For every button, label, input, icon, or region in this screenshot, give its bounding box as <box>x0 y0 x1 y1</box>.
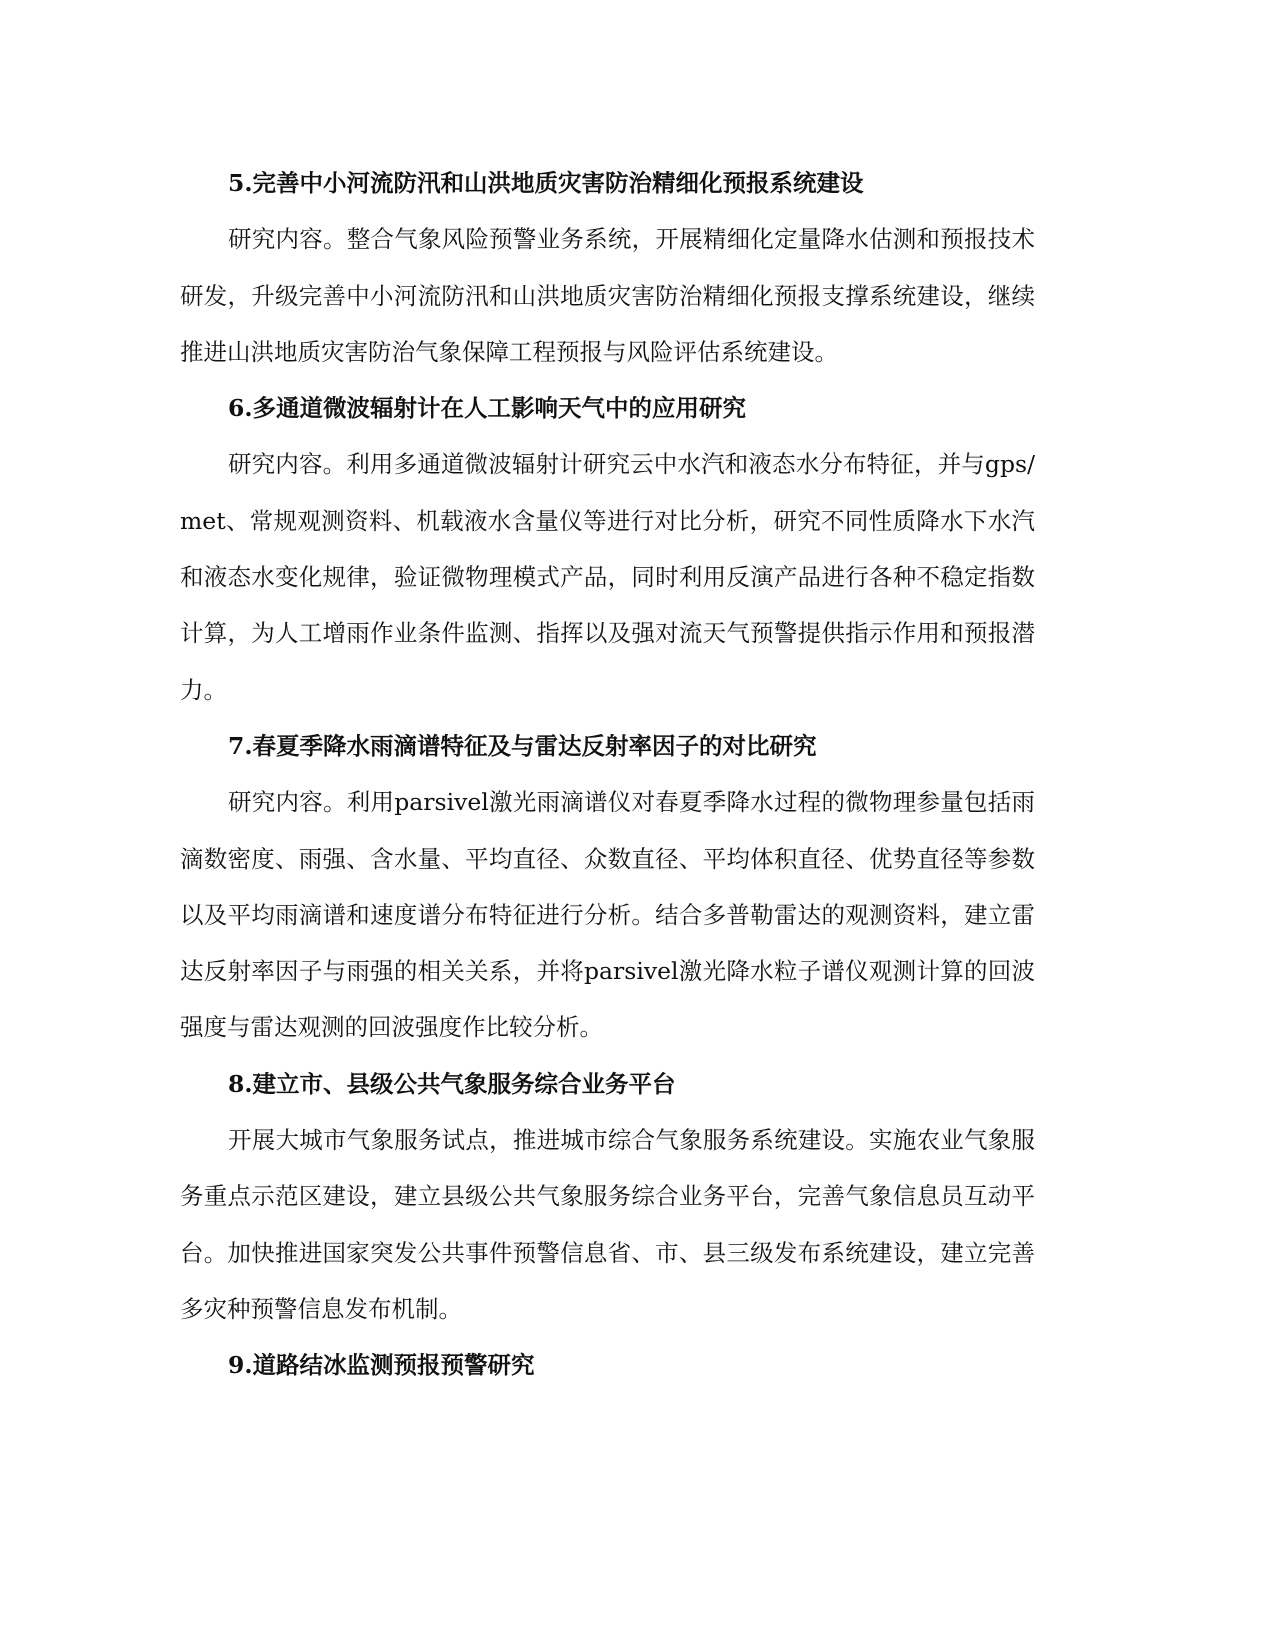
body-line: 推进山洪地质灾害防治气象保障工程预报与风险评估系统建设。 <box>180 337 838 366</box>
section-heading: 8.建立市、县级公共气象服务综合业务平台 <box>228 1069 676 1098</box>
body-line: 台。加快推进国家突发公共事件预警信息省、市、县三级发布系统建设，建立完善 <box>180 1238 1035 1267</box>
document-page <box>180 155 1035 1394</box>
body-line: met、常规观测资料、机载液水含量仪等进行对比分析，研究不同性质降水下水汽 <box>180 506 1035 535</box>
body-line: 力。 <box>180 675 227 704</box>
body-line: 研究内容。利用多通道微波辐射计研究云中水汽和液态水分布特征，并与gps/ <box>228 450 1035 479</box>
body-line: 和液态水变化规律，验证微物理模式产品，同时利用反演产品进行各种不稳定指数 <box>180 563 1035 592</box>
section-paragraph <box>180 774 1035 1055</box>
body-line: 达反射率因子与雨强的相关关系，并将parsivel激光降水粒子谱仪观测计算的回波 <box>180 957 1035 986</box>
section-heading: 6.多通道微波辐射计在人工影响天气中的应用研究 <box>228 394 747 423</box>
section-paragraph <box>180 436 1035 717</box>
body-line: 开展大城市气象服务试点，推进城市综合气象服务系统建设。实施农业气象服 <box>228 1126 1035 1155</box>
section-heading: 5.完善中小河流防汛和山洪地质灾害防治精细化预报系统建设 <box>228 169 864 197</box>
body-line: 滴数密度、雨强、含水量、平均直径、众数直径、平均体积直径、优势直径等参数 <box>180 844 1035 873</box>
body-line: 计算，为人工增雨作业条件监测、指挥以及强对流天气预警提供指示作用和预报潜 <box>180 619 1035 648</box>
section-heading: 9.道路结冰监测预报预警研究 <box>228 1351 535 1380</box>
body-line: 研究内容。利用parsivel激光雨滴谱仪对春夏季降水过程的微物理参量包括雨 <box>228 788 1035 817</box>
section-paragraph <box>180 211 1035 380</box>
body-line: 研究内容。整合气象风险预警业务系统，开展精细化定量降水估测和预报技术 <box>228 225 1035 254</box>
body-line: 多灾种预警信息发布机制。 <box>180 1294 462 1323</box>
body-line: 强度与雷达观测的回波强度作比较分析。 <box>180 1013 603 1042</box>
body-line: 务重点示范区建设，建立县级公共气象服务综合业务平台，完善气象信息员互动平 <box>180 1182 1035 1211</box>
body-line: 研发，升级完善中小河流防汛和山洪地质灾害防治精细化预报支撑系统建设，继续 <box>180 281 1035 310</box>
section-paragraph <box>180 1112 1035 1337</box>
section-heading: 7.春夏季降水雨滴谱特征及与雷达反射率因子的对比研究 <box>228 731 817 760</box>
body-line: 以及平均雨滴谱和速度谱分布特征进行分析。结合多普勒雷达的观测资料，建立雷 <box>180 900 1035 929</box>
